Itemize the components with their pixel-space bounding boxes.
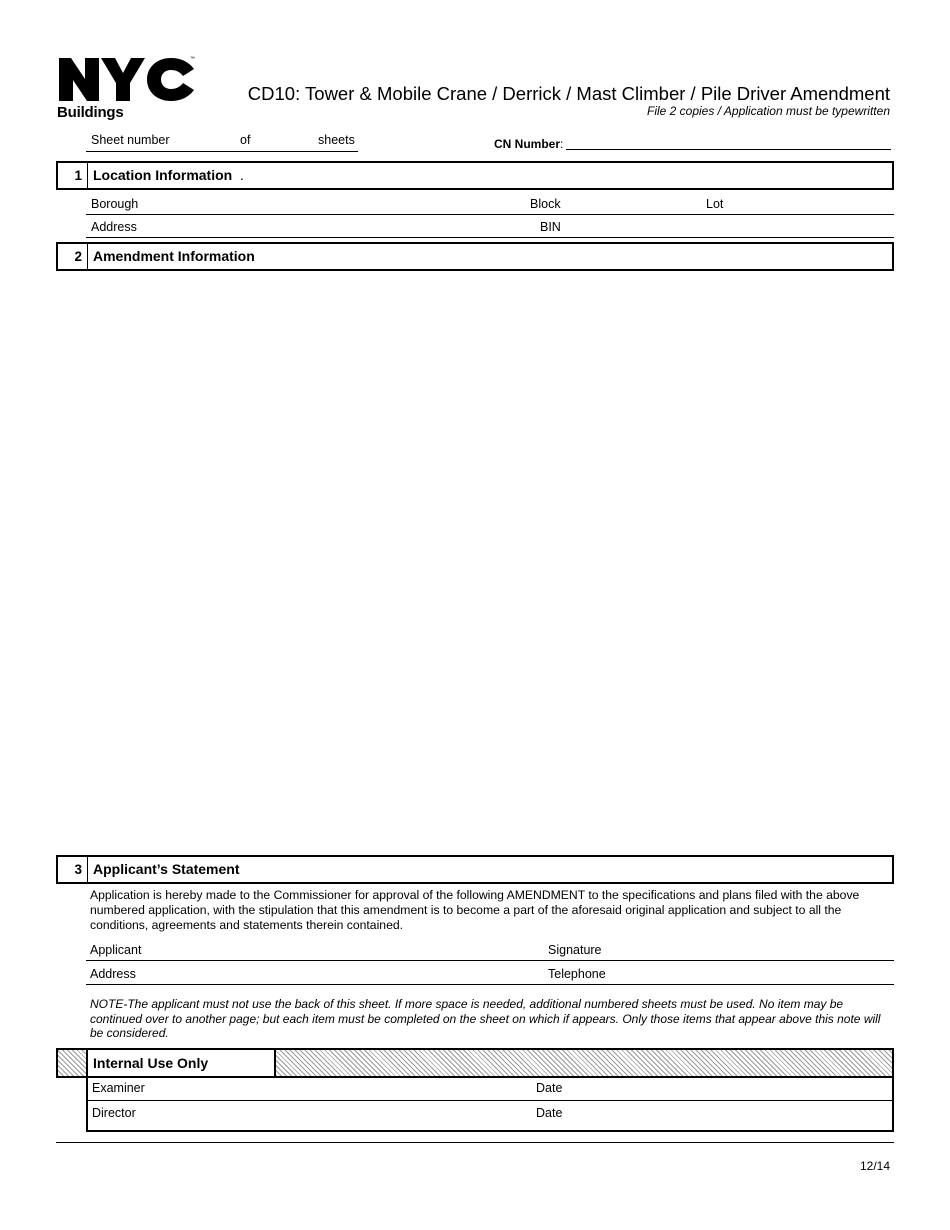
amendment-info-area[interactable] bbox=[86, 275, 894, 850]
sheet-of-label: of bbox=[240, 133, 251, 147]
page-number: 12/14 bbox=[859, 1159, 890, 1173]
section-1-header bbox=[56, 161, 894, 190]
sheet-number-field[interactable] bbox=[86, 130, 358, 152]
section-3-number: 3 bbox=[58, 857, 88, 882]
director-label: Director bbox=[92, 1106, 136, 1120]
signature-label: Signature bbox=[548, 943, 602, 957]
sheet-number-label: Sheet number bbox=[91, 133, 170, 147]
internal-use-box bbox=[86, 1076, 894, 1132]
internal-use-title: Internal Use Only bbox=[88, 1050, 276, 1076]
footer-divider bbox=[56, 1142, 894, 1143]
form-subtitle: File 2 copies / Application must be typewritten bbox=[646, 104, 890, 118]
nyc-logo-icon bbox=[57, 55, 197, 103]
director-row[interactable] bbox=[88, 1101, 892, 1126]
cn-number-field[interactable] bbox=[566, 149, 891, 150]
section-3-title: Applicant’s Statement bbox=[93, 861, 240, 877]
internal-use-hatch bbox=[58, 1050, 88, 1076]
applicant-address-row[interactable] bbox=[86, 962, 894, 985]
section-1-title: Location Information . bbox=[93, 167, 244, 183]
director-date-label: Date bbox=[536, 1106, 563, 1120]
section-3-header bbox=[56, 855, 894, 884]
applicant-row[interactable] bbox=[86, 938, 894, 961]
sheets-label: sheets bbox=[318, 133, 355, 147]
section-2-number: 2 bbox=[58, 244, 88, 269]
internal-use-header bbox=[56, 1048, 894, 1078]
section-1-number: 1 bbox=[58, 163, 88, 188]
lot-label: Lot bbox=[706, 197, 724, 211]
form-title: CD10: Tower & Mobile Crane / Derrick / Mast Climber / Pile Driver Amendment bbox=[247, 83, 890, 104]
bin-label: BIN bbox=[540, 220, 561, 234]
address-label: Address bbox=[91, 220, 137, 234]
svg-text:™: ™ bbox=[190, 56, 195, 62]
examiner-row[interactable] bbox=[88, 1076, 892, 1101]
location-row-1[interactable] bbox=[86, 192, 894, 215]
borough-label: Borough bbox=[91, 197, 139, 211]
logo-subtitle: Buildings bbox=[57, 104, 124, 121]
applicant-address-label: Address bbox=[90, 967, 136, 981]
telephone-label: Telephone bbox=[548, 967, 606, 981]
note-text: NOTE-The applicant must not use the back of this sheet. If more space is needed, additional numbered sheets must be used. No item may be continued over to another page; but each item must be completed on the sheet on which if appears. Only those items that appear above this note will be considered. bbox=[90, 997, 881, 1040]
applicant-label: Applicant bbox=[90, 943, 142, 957]
examiner-date-label: Date bbox=[536, 1081, 563, 1095]
location-row-2[interactable] bbox=[86, 215, 894, 238]
section-2-title: Amendment Information bbox=[93, 248, 255, 264]
applicant-statement-text: Application is hereby made to the Commissioner for approval of the following AMENDMENT to the specifications and plans filed with the above numbered application, with the stipulation that this amendment is to become a part of the aforesaid original application and subject to all the conditions, agreements and statements therein contained. bbox=[90, 888, 860, 932]
section-2-header bbox=[56, 242, 894, 271]
examiner-label: Examiner bbox=[92, 1081, 145, 1095]
block-label: Block bbox=[530, 197, 561, 211]
cn-number-label: CN Number: bbox=[494, 137, 564, 151]
